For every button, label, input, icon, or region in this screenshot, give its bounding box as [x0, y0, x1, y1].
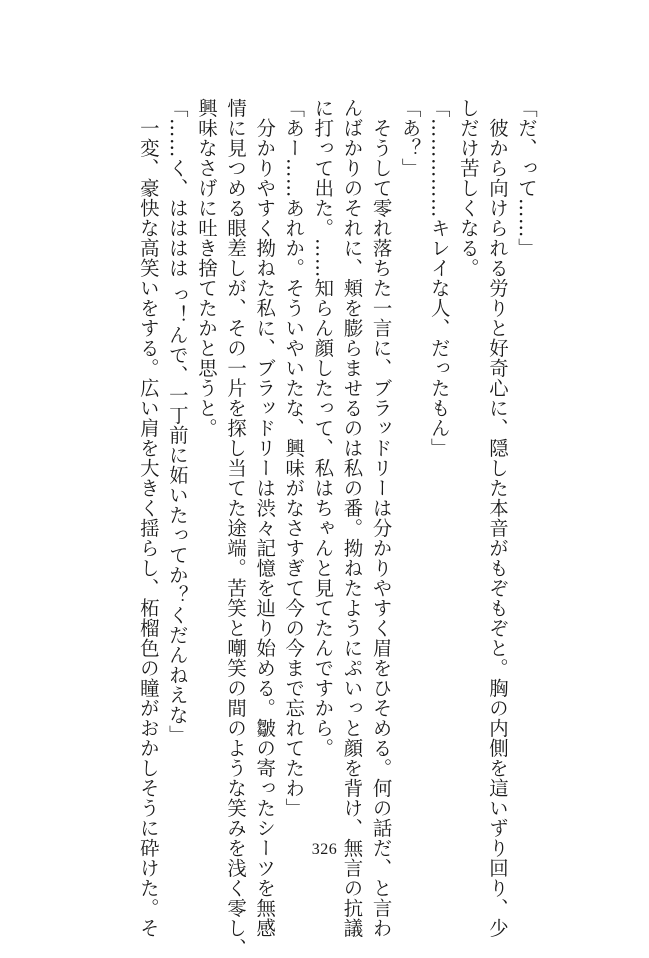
text-line: 彼から向けられる労りと好奇心に、隠した本音がもぞもぞと。胸の内側を這いずり回り、少	[485, 98, 509, 938]
text-line: に打って出た。……知らん顔したって、私はちゃんと見てたんですから。	[311, 98, 335, 758]
text-line: 分かりやすく拗ねた私に、ブラッドリーは渋々記憶を辿り始める。皺の寄ったシーツを無感	[253, 98, 277, 938]
text-line: んばかりのそれに、頬を膨らませるのは私の番。拗ねたようにぷいっと顔を背け、無言の抗議	[340, 98, 364, 938]
text-line: 一変、豪快な高笑いをする。広い肩を大きく揺らし、柘榴色の瞳がおかしそうに砕けた。そ	[136, 98, 160, 938]
text-line: 「……く、はははは っ！んで、一丁前に妬いたってか？くだんねえな」	[165, 98, 189, 745]
text-line: 「だ、って……」	[515, 98, 538, 258]
text-line: 「あー……あれか。そういやいたな、興味がなさすぎて今の今まで忘れてたわ」	[282, 98, 306, 818]
page-number: 326	[311, 841, 338, 858]
text-line: 「あ？」	[398, 98, 422, 178]
text-line: そうして零れ落ちた一言に、ブラッドリーは分かりやすく眉をひそめる。何の話だ、と言わ	[369, 98, 393, 938]
text-line: 興味なさげに吐き捨てたかと思うと。	[194, 98, 218, 438]
text-line: 情に見つめる眼差しが、その一片を探し当てた途端。苦笑と嘲笑の間のような笑みを浅く零し、	[224, 98, 248, 958]
text-line: 「……………キレイな人、だったもん」	[427, 98, 451, 458]
text-line: しだけ苦しくなる。	[456, 98, 480, 278]
